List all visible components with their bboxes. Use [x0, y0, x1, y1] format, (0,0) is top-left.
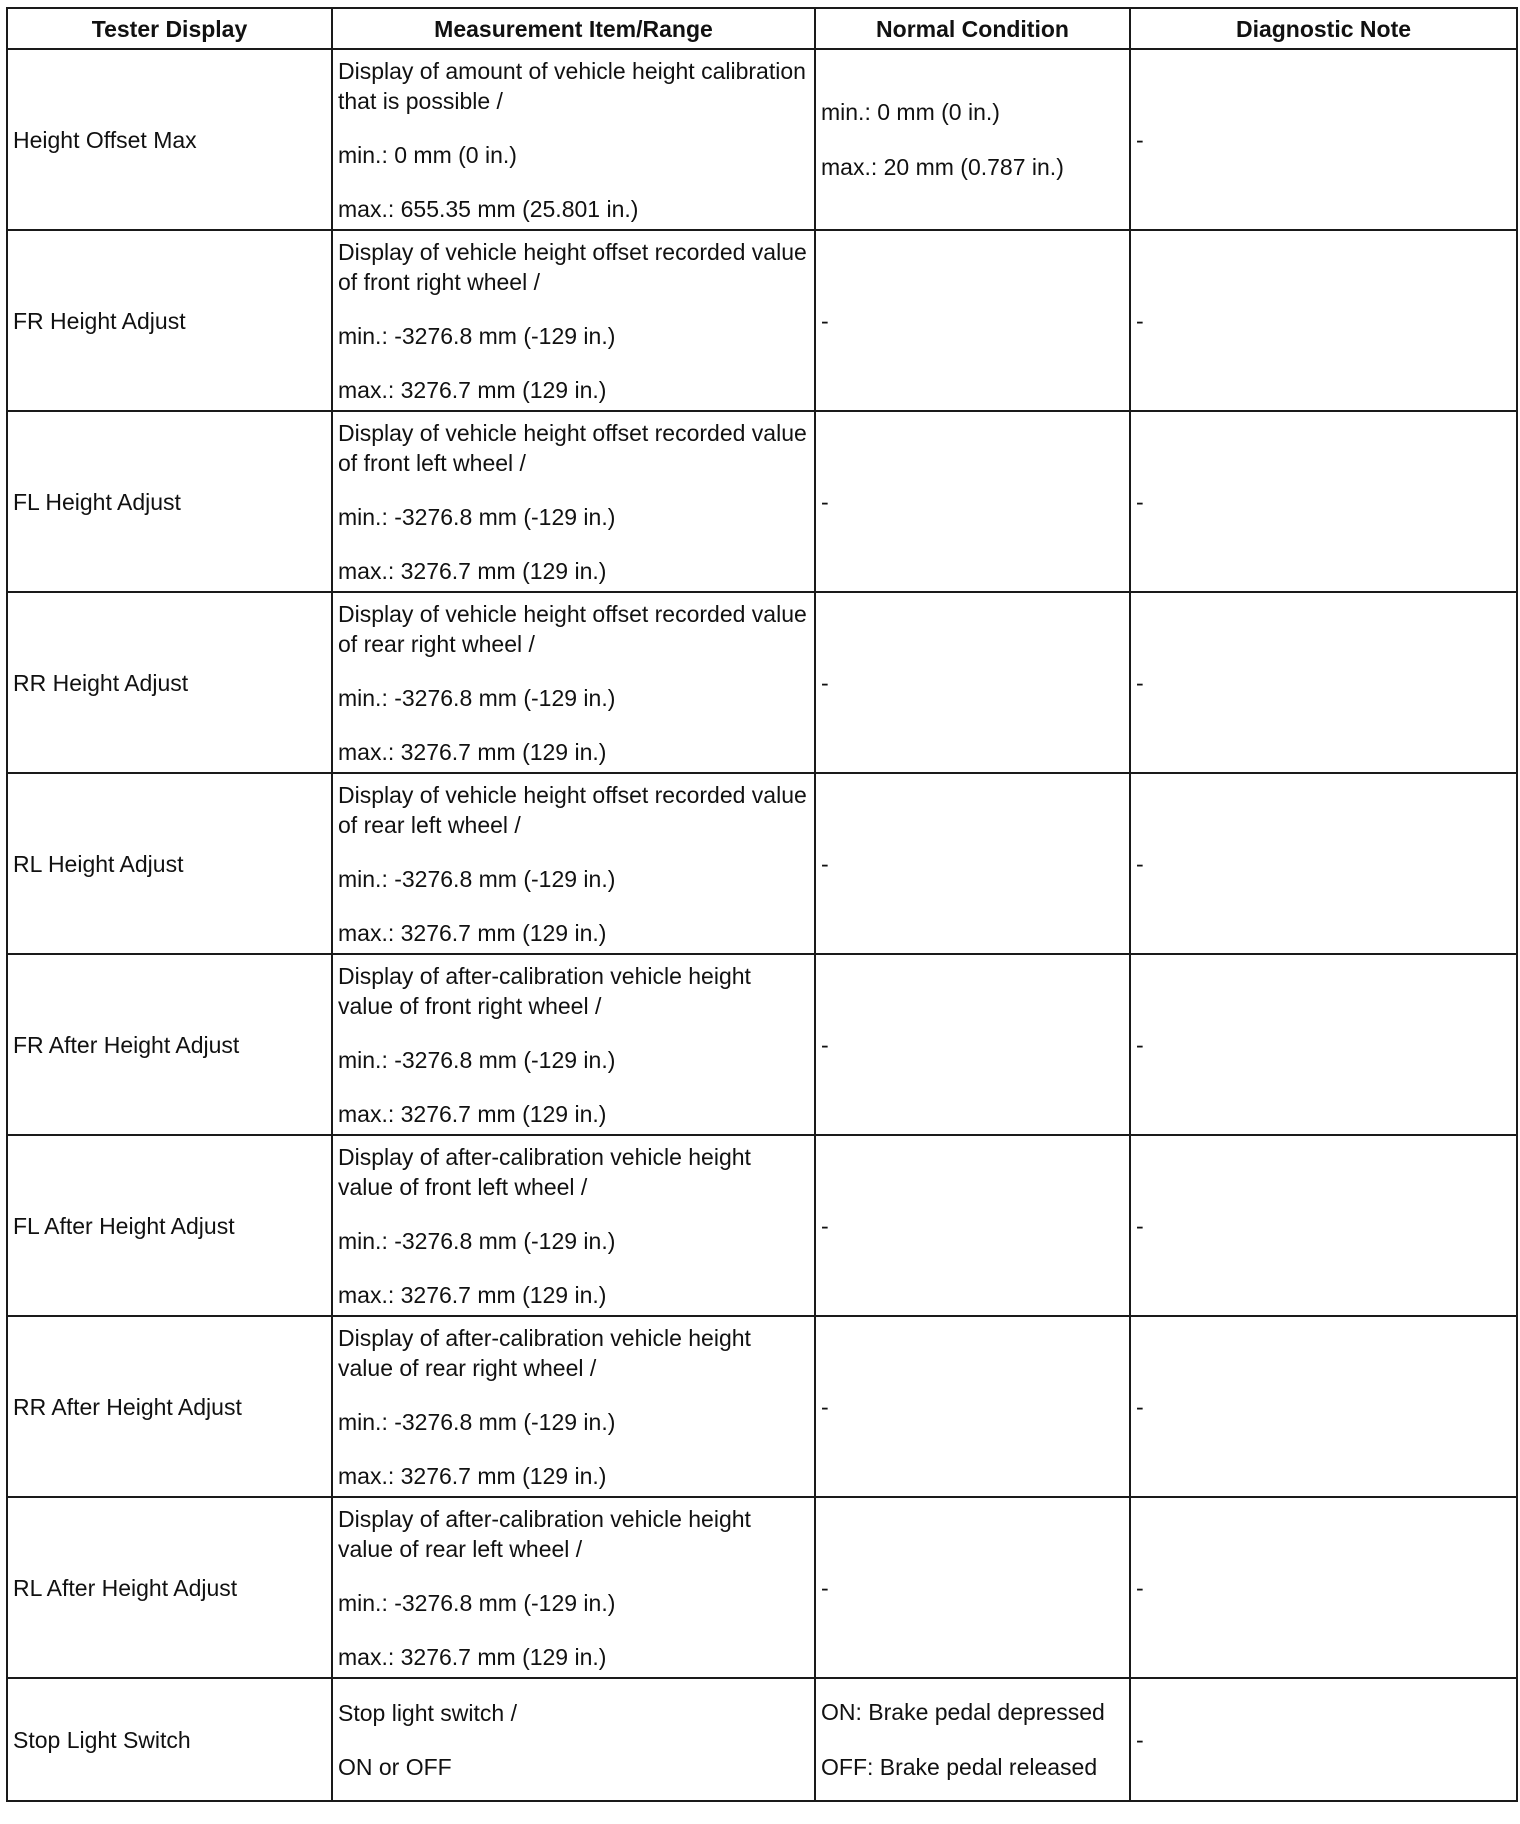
tester-display-label: FR After Height Adjust: [13, 1031, 240, 1058]
measurement-max: max.: 3276.7 mm (129 in.): [338, 738, 607, 765]
normal-condition-line-1: -: [821, 488, 829, 515]
tester-display-label: FL Height Adjust: [13, 488, 181, 515]
measurement-description: Display of after-calibration vehicle height value of rear left wheel /: [338, 1505, 751, 1562]
table-row: [7, 49, 1517, 230]
measurement-min: min.: -3276.8 mm (-129 in.): [338, 684, 616, 711]
normal-condition-line-1: min.: 0 mm (0 in.): [821, 99, 1000, 125]
measurement-item-cell: [332, 1678, 815, 1801]
diagnostic-note-value: -: [1136, 1212, 1144, 1239]
measurement-description: Display of after-calibration vehicle height value of front right wheel /: [338, 962, 751, 1019]
diagnostic-note-value: -: [1136, 488, 1144, 515]
diagnostic-note-cell: [1130, 1135, 1517, 1316]
diagnostic-note-cell: [1130, 773, 1517, 954]
measurement-item-cell: [332, 49, 815, 230]
measurement-min: min.: -3276.8 mm (-129 in.): [338, 1046, 616, 1073]
tester-display-cell: [7, 230, 332, 411]
tester-display-cell: [7, 1135, 332, 1316]
header-normal-condition: Normal Condition: [815, 8, 1130, 49]
table-row: [7, 773, 1517, 954]
measurement-max: max.: 3276.7 mm (129 in.): [338, 1100, 607, 1127]
diagnostic-note-cell: [1130, 49, 1517, 230]
measurement-max: max.: 3276.7 mm (129 in.): [338, 376, 607, 403]
measurement-item-cell: [332, 1497, 815, 1678]
normal-condition-line-1: -: [821, 307, 829, 334]
normal-condition-line-2: max.: 20 mm (0.787 in.): [821, 154, 1064, 180]
normal-condition-cell: [815, 230, 1130, 411]
measurement-max: max.: 3276.7 mm (129 in.): [338, 1643, 607, 1670]
measurement-description: Display of after-calibration vehicle height value of rear right wheel /: [338, 1324, 751, 1381]
tester-display-cell: [7, 1678, 332, 1801]
measurement-description: Display of vehicle height offset recorded value of rear left wheel /: [338, 781, 807, 838]
normal-condition-cell: [815, 954, 1130, 1135]
diagnostic-note-cell: [1130, 1678, 1517, 1801]
measurement-description: Display of vehicle height offset recorded value of front left wheel /: [338, 419, 807, 476]
tester-display-cell: [7, 592, 332, 773]
measurement-item-cell: [332, 592, 815, 773]
measurement-item-cell: [332, 773, 815, 954]
measurement-min: min.: -3276.8 mm (-129 in.): [338, 503, 616, 530]
measurement-item-cell: [332, 230, 815, 411]
normal-condition-cell: [815, 411, 1130, 592]
normal-condition-line-1: ON: Brake pedal depressed: [821, 1699, 1105, 1725]
measurement-description: Display of vehicle height offset recorded value of rear right wheel /: [338, 600, 807, 657]
measurement-min: min.: -3276.8 mm (-129 in.): [338, 1589, 616, 1616]
normal-condition-line-1: -: [821, 1031, 829, 1058]
normal-condition-line-1: -: [821, 1574, 829, 1601]
normal-condition-cell: [815, 49, 1130, 230]
table-row: [7, 954, 1517, 1135]
header-measurement-item: Measurement Item/Range: [332, 8, 815, 49]
tester-display-cell: [7, 954, 332, 1135]
measurement-item-cell: [332, 411, 815, 592]
normal-condition-cell: [815, 1316, 1130, 1497]
table-row: [7, 411, 1517, 592]
normal-condition-line-1: -: [821, 850, 829, 877]
diagnostic-note-cell: [1130, 411, 1517, 592]
tester-display-cell: [7, 1497, 332, 1678]
normal-condition-cell: [815, 592, 1130, 773]
tester-display-label: RL After Height Adjust: [13, 1574, 238, 1601]
tester-display-label: FR Height Adjust: [13, 307, 186, 334]
measurement-max: max.: 3276.7 mm (129 in.): [338, 1281, 607, 1308]
table-row: [7, 592, 1517, 773]
data-list-table: [6, 7, 1518, 1802]
measurement-min: min.: -3276.8 mm (-129 in.): [338, 1408, 616, 1435]
tester-display-label: RR Height Adjust: [13, 669, 189, 696]
table-row: [7, 230, 1517, 411]
diagnostic-note-value: -: [1136, 669, 1144, 696]
diagnostic-note-value: -: [1136, 307, 1144, 334]
table-row: [7, 1678, 1517, 1801]
diagnostic-note-cell: [1130, 230, 1517, 411]
header-diagnostic-note: Diagnostic Note: [1130, 8, 1517, 49]
measurement-max: max.: 3276.7 mm (129 in.): [338, 1462, 607, 1489]
tester-display-label: Stop Light Switch: [13, 1726, 191, 1753]
normal-condition-line-1: -: [821, 1393, 829, 1420]
measurement-description: Display of after-calibration vehicle height value of front left wheel /: [338, 1143, 751, 1200]
measurement-description: Stop light switch /: [338, 1699, 517, 1726]
diagnostic-note-value: -: [1136, 126, 1144, 153]
tester-display-cell: [7, 773, 332, 954]
tester-display-label: Height Offset Max: [13, 126, 197, 153]
table-header-row: [7, 8, 1517, 49]
table-row: [7, 1497, 1517, 1678]
measurement-min: min.: -3276.8 mm (-129 in.): [338, 1227, 616, 1254]
measurement-min: min.: 0 mm (0 in.): [338, 141, 517, 168]
measurement-description: Display of vehicle height offset recorded value of front right wheel /: [338, 238, 807, 295]
diagnostic-note-cell: [1130, 1316, 1517, 1497]
measurement-max: max.: 3276.7 mm (129 in.): [338, 557, 607, 584]
diagnostic-note-cell: [1130, 954, 1517, 1135]
tester-display-cell: [7, 49, 332, 230]
diagnostic-note-value: -: [1136, 1031, 1144, 1058]
table-row: [7, 1135, 1517, 1316]
tester-display-cell: [7, 1316, 332, 1497]
diagnostic-note-cell: [1130, 1497, 1517, 1678]
tester-display-label: RL Height Adjust: [13, 850, 184, 877]
diagnostic-note-value: -: [1136, 1574, 1144, 1601]
normal-condition-cell: [815, 1497, 1130, 1678]
measurement-item-cell: [332, 1135, 815, 1316]
measurement-description: Display of amount of vehicle height calibration that is possible /: [338, 57, 806, 114]
measurement-min: min.: -3276.8 mm (-129 in.): [338, 865, 616, 892]
normal-condition-line-1: -: [821, 1212, 829, 1239]
diagnostic-note-cell: [1130, 592, 1517, 773]
tester-display-cell: [7, 411, 332, 592]
normal-condition-line-1: -: [821, 669, 829, 696]
normal-condition-cell: [815, 1135, 1130, 1316]
diagnostic-note-value: -: [1136, 850, 1144, 877]
tester-display-label: FL After Height Adjust: [13, 1212, 235, 1239]
table-body: [7, 49, 1517, 1801]
table-row: [7, 1316, 1517, 1497]
normal-condition-cell: [815, 773, 1130, 954]
measurement-item-cell: [332, 954, 815, 1135]
diagnostic-note-value: -: [1136, 1726, 1144, 1753]
measurement-min: ON or OFF: [338, 1753, 452, 1780]
measurement-item-cell: [332, 1316, 815, 1497]
measurement-max: max.: 3276.7 mm (129 in.): [338, 919, 607, 946]
normal-condition-line-2: OFF: Brake pedal released: [821, 1754, 1098, 1780]
tester-display-label: RR After Height Adjust: [13, 1393, 242, 1420]
measurement-max: max.: 655.35 mm (25.801 in.): [338, 195, 639, 222]
normal-condition-cell: [815, 1678, 1130, 1801]
header-tester-display: Tester Display: [7, 8, 332, 49]
diagnostic-note-value: -: [1136, 1393, 1144, 1420]
measurement-min: min.: -3276.8 mm (-129 in.): [338, 322, 616, 349]
